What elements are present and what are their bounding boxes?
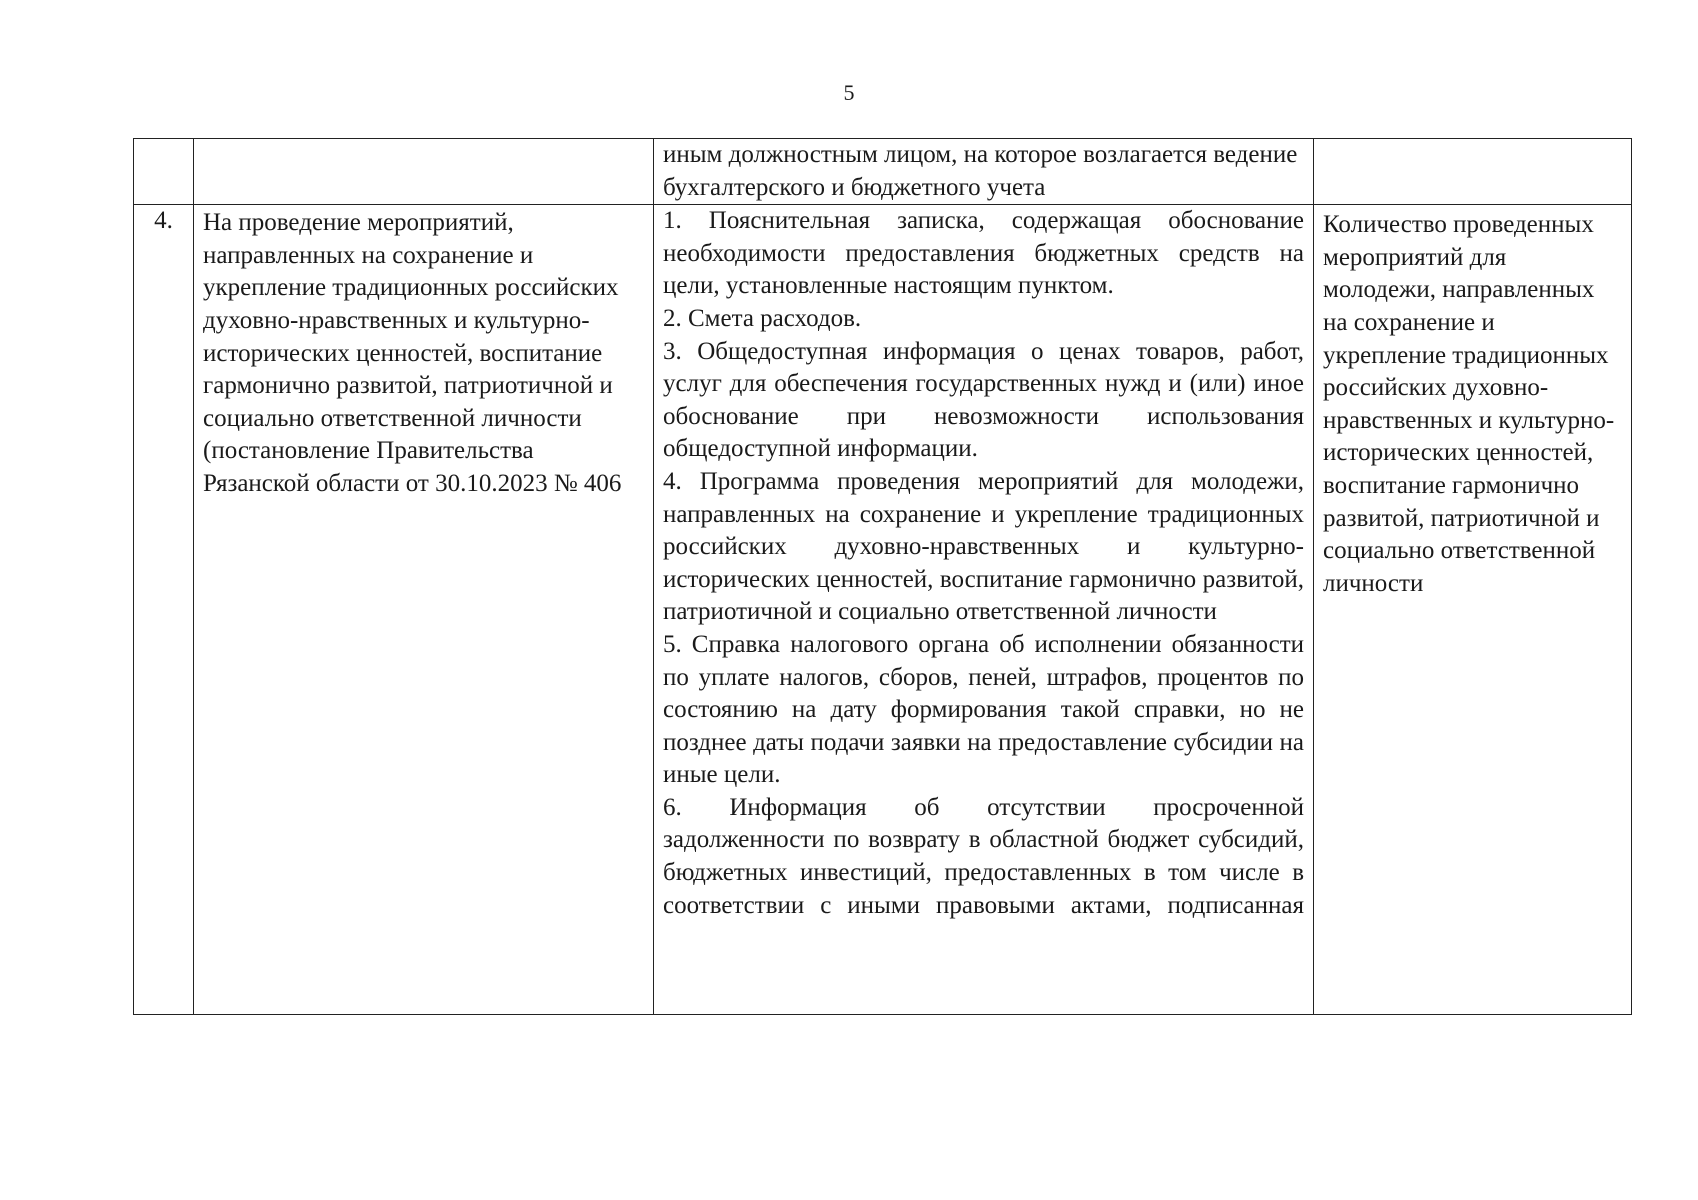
document-item: 1. Пояснительная записка, содержащая обоснование необходимости предоставления бюджетных средств на цели, установленные настоящим пунктом. — [663, 207, 1304, 300]
cell-documents — [654, 139, 1314, 205]
document-item: 6. Информация об отсутствии просроченной задолженности по возврату в областной бюджет субсидий, бюджетных инвестиций, предоставленных в том числе в соответствии с иными правовыми актами, подписанная — [663, 793, 1304, 919]
document-item: 5. Справка налогового органа об исполнении обязанности по уплате налогов, сборов, пеней, штрафов, процентов по состоянию на дату формирования такой справки, но не позднее даты подачи заявки на предоставление субсидии на иные цели. — [663, 630, 1304, 789]
row-number: 4. — [134, 205, 194, 1015]
table-row — [134, 205, 1632, 1015]
documents-continuation-text: иным должностным лицом, на которое возлагается ведение бухгалтерского и бюджетного учета — [663, 141, 1298, 201]
cell-number — [134, 139, 194, 205]
indicator-text: Количество проведенных мероприятий для молодежи, направленных на сохранение и укрепление традиционных российских духовно-нравственных и культурно-исторических ценностей, воспитание гармонично развитой, патриотичной и социально ответственной личности — [1323, 211, 1615, 597]
cell-indicator — [1314, 139, 1632, 205]
cell-purpose — [194, 139, 654, 205]
cell-indicator — [1314, 205, 1632, 1015]
table-row-continuation — [134, 139, 1632, 205]
purpose-text: На проведение мероприятий, направленных на сохранение и укрепление традиционных российских духовно-нравственных и культурно-исторических ценностей, воспитание гармонично развитой, патриотичной и социально ответственной личности (постановление Правительства Рязанской области от 30.10.2023 № 406 — [203, 209, 622, 497]
document-item: 3. Общедоступная информация о ценах товаров, работ, услуг для обеспечения государственных нужд и (или) иное обоснование при невозможности использования общедоступной информации. — [663, 337, 1304, 463]
page-number: 5 — [843, 80, 855, 105]
subsidy-table — [133, 138, 1632, 1015]
cell-purpose — [194, 205, 654, 1015]
cell-documents — [654, 205, 1314, 1015]
document-item: 2. Смета расходов. — [663, 304, 862, 332]
document-item: 4. Программа проведения мероприятий для молодежи, направленных на сохранение и укрепление традиционных российских духовно-нравственных и культурно-исторических ценностей, воспитание гармонично развитой, патриотичной и социально ответственной личности — [663, 467, 1304, 626]
